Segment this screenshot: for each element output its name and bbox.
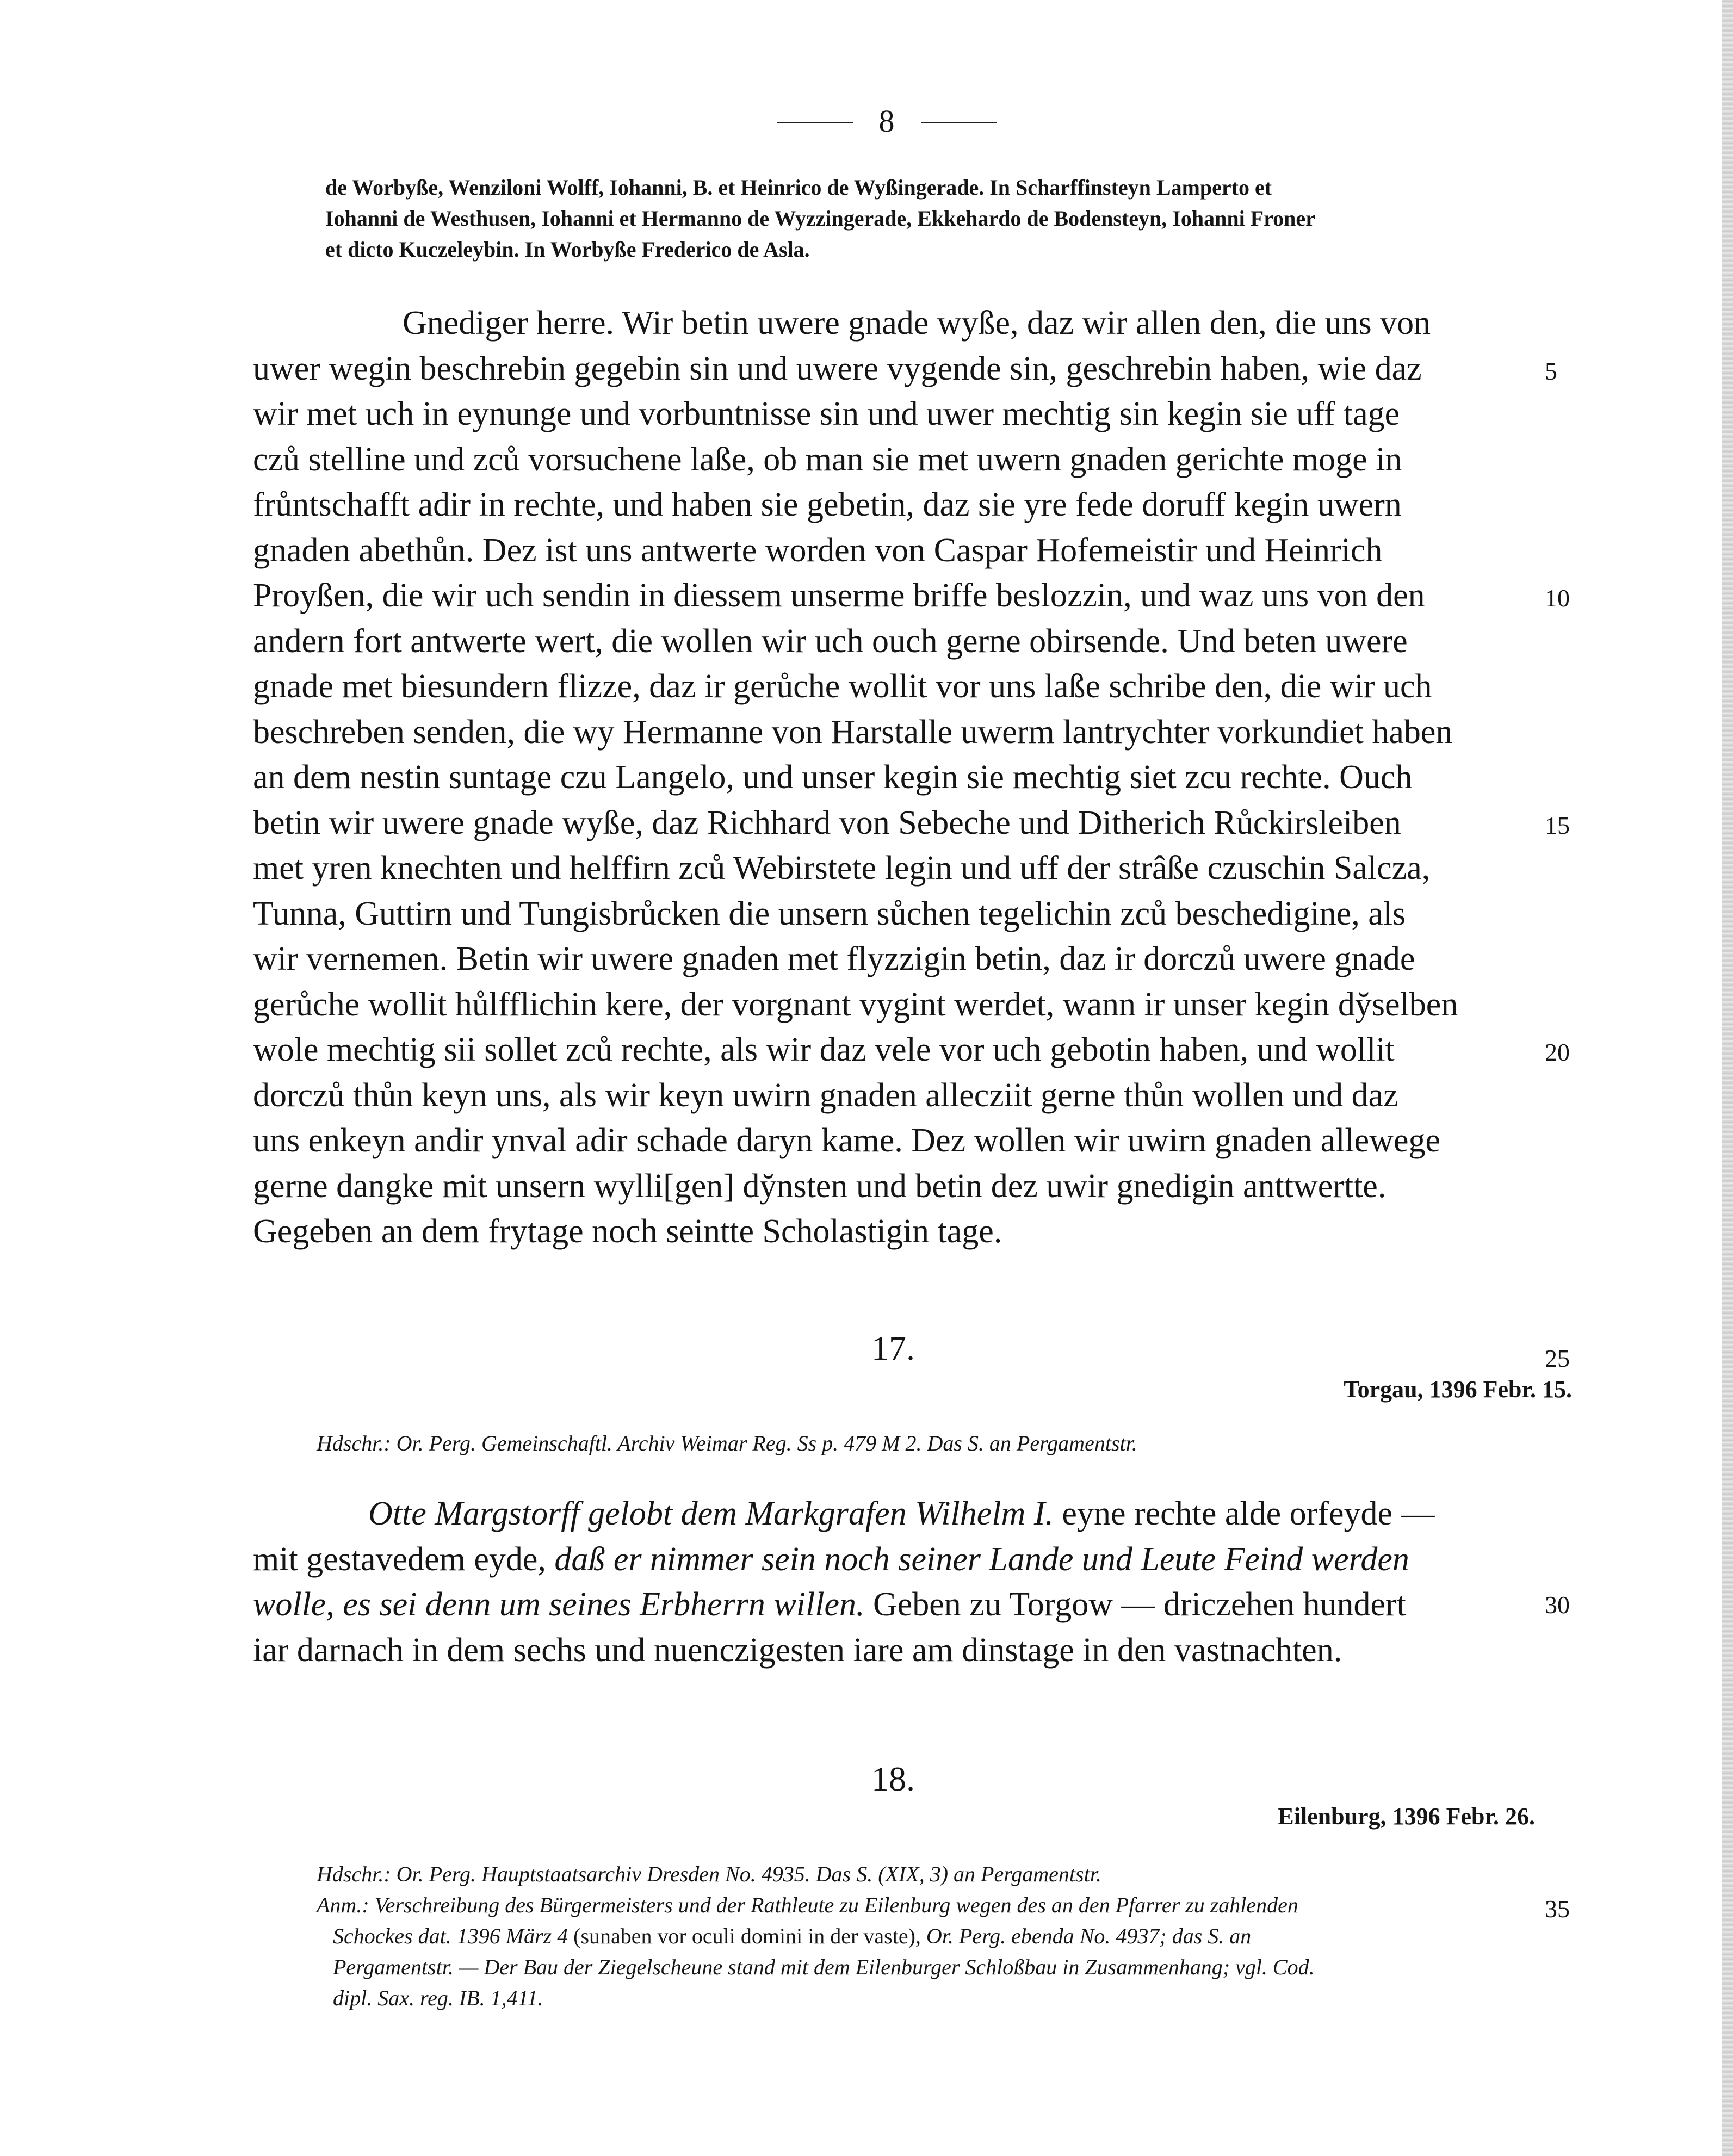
line-number: 25 [1545,1345,1570,1372]
top-witness-notes [325,172,1538,265]
letter-line: betin wir uwere gnade wyße, daz Richhard von Sebeche und Ditherich Růckirsleiben [253,804,1401,841]
regest-italic: Otte Margstorff gelobt dem Markgrafen Wilhelm I. [368,1495,1054,1532]
place-date-18: Eilenburg, 1396 Febr. 26. [1278,1803,1535,1830]
regest-italic: wolle [253,1586,326,1623]
header-rule-left [777,122,853,123]
letter-line: Gegeben an dem frytage noch seintte Scholastigin tage. [253,1213,1002,1250]
letter-line: gerne dangke mit unsern wylli[gen] dy̆nsten und betin dez uwir gnedigin anttwertte. [253,1167,1387,1205]
anm-line [317,1920,1568,1951]
letter-line: wir met uch in eynunge und vorbuntnisse sin und uwer mechtig sin kegin sie uff tage [253,395,1400,432]
line-number: 30 [1545,1591,1570,1619]
manuscript-note-17: Hdschr.: Or. Perg. Gemeinschaftl. Archiv Weimar Reg. Ss p. 479 M 2. Das S. an Pergamentstr. [317,1431,1137,1455]
letter-line: wir vernemen. Betin wir uwere gnaden met flyzzigin betin, daz ir dorczů uwere gnade [253,940,1415,977]
letter-line: gerůche wollit hůlfflichin kere, der vorgnant vygint werdet, wann ir unser kegin dy̆selben [253,986,1458,1023]
anm-line: dipl. Sax. reg. IB. 1,411. [333,1986,543,2010]
regest-roman: Geben zu Torgow — driczehen hundert [872,1586,1406,1623]
regest-roman: mit gestavedem eyde, [253,1540,546,1578]
letter-line: Tunna, Guttirn und Tungisbrůcken die unsern sůchen tegelichin zců beschedigine, als [253,895,1406,932]
letter-line: gnaden abethůn. Dez ist uns antwerte worden von Caspar Hofemeistir und Heinrich [253,531,1383,569]
anm-italic: Schockes dat. 1396 März 4 [333,1924,568,1948]
line-number: 20 [1545,1038,1570,1066]
regest-roman: eyne rechte alde orfeyde — [1062,1495,1435,1532]
anm-italic: Or. Perg. ebenda No. 4937; das S. an [926,1924,1252,1948]
hdschr-line: Hdschr.: Or. Perg. Hauptstaatsarchiv Dresden No. 4935. Das S. (XIX, 3) an Pergamentstr. [317,1862,1101,1886]
header-rule-right [921,122,997,123]
page-number: 8 [878,103,895,139]
regest-line [253,1582,1558,1628]
letter-line: met yren knechten und helffirn zců Webirstete legin und uff der strâße czuschin Salcza, [253,850,1431,887]
letter-line: wole mechtig sii sollet zců rechte, als wir daz vele vor uch gebotin haben, und wollit [253,1031,1395,1068]
anm-line: Pergamentstr. — Der Bau der Ziegelscheune stand mit dem Eilenburger Schloßbau in Zusammenhang; vgl. Cod. [333,1955,1315,1979]
letter-line: beschreben senden, die wy Hermanne von Harstalle uwerm lantrychter vorkundiet haben [253,713,1453,751]
regest-line: iar darnach in dem sechs und nuenczigesten iare am dinstage in den vastnachten. [253,1631,1342,1669]
anm-line: Anm.: Verschreibung des Bürgermeisters und der Rathleute zu Eilenburg wegen des an den Pfarrer zu zahlenden [317,1893,1298,1917]
document-number-18: 18. [871,1760,915,1798]
regest-italic: es sei denn um seines Erbherrn willen. [343,1586,865,1623]
regest-line [253,1537,1558,1583]
document-number-17: 17. [871,1329,915,1367]
letter-line: an dem nestin suntage czu Langelo, und unser kegin sie mechtig siet zcu rechte. Ouch [253,759,1413,796]
letter-line: Proyßen, die wir uch sendin in diessem unserme briffe beslozzin, und waz uns von den [253,577,1425,614]
letter-line: uns enkeyn andir ynval adir schade daryn kame. Dez wollen wir uwirn gnaden allewege [253,1122,1440,1159]
letter-line: frůntschafft adir in rechte, und haben sie gebetin, daz sie yre fede doruff kegin uwern [253,486,1402,523]
regest-line [253,1491,1558,1537]
page-header [759,102,1014,140]
line-number: 15 [1545,811,1570,839]
top-note-line: et dicto Kuczeleybin. In Worbyße Frederico de Asla. [325,237,810,262]
letter-line: dorczů thůn keyn uns, als wir keyn uwirn gnaden allecziit gerne thůn wollen und daz [253,1076,1398,1114]
regest-italic: daß er nimmer sein noch seiner Lande und Leute Feind werden [554,1540,1409,1578]
line-number: 10 [1545,584,1570,612]
letter-body [253,301,1558,1255]
letter-line: gnade met biesundern flizze, daz ir gerůche wollit vor uns laße schribe den, die wir uch [253,668,1432,705]
letter-line: Gnediger herre. Wir betin uwere gnade wyße, daz wir allen den, die uns von [403,305,1431,342]
manuscript-note-18 [317,1858,1568,2013]
regest-roman: , [326,1586,335,1623]
letter-line: czů stelline und zců vorsuchene laße, ob man sie met uwern gnaden gerichte moge in [253,441,1402,478]
page-edge-scan-artifact [1722,0,1733,2156]
line-number: 35 [1545,1895,1570,1923]
top-note-line: Iohanni de Westhusen, Iohanni et Hermanno de Wyzzingerade, Ekkehardo de Bodensteyn, Iohanni Froner [325,206,1315,231]
place-date-17: Torgau, 1396 Febr. 15. [1344,1376,1572,1403]
regest-17 [253,1491,1558,1673]
top-note-line: de Worbyße, Wenziloni Wolff, Iohanni, B. et Heinrico de Wyßingerade. In Scharffinsteyn Lamperto et [325,175,1272,200]
letter-line: uwer wegin beschrebin gegebin sin und uwere vygende sin, geschrebin haben, wie daz [253,350,1422,387]
anm-roman: (sunaben vor oculi domini in der vaste), [573,1924,921,1948]
line-number: 5 [1545,357,1557,385]
letter-line: andern fort antwerte wert, die wollen wir uch ouch gerne obirsende. Und beten uwere [253,622,1408,660]
